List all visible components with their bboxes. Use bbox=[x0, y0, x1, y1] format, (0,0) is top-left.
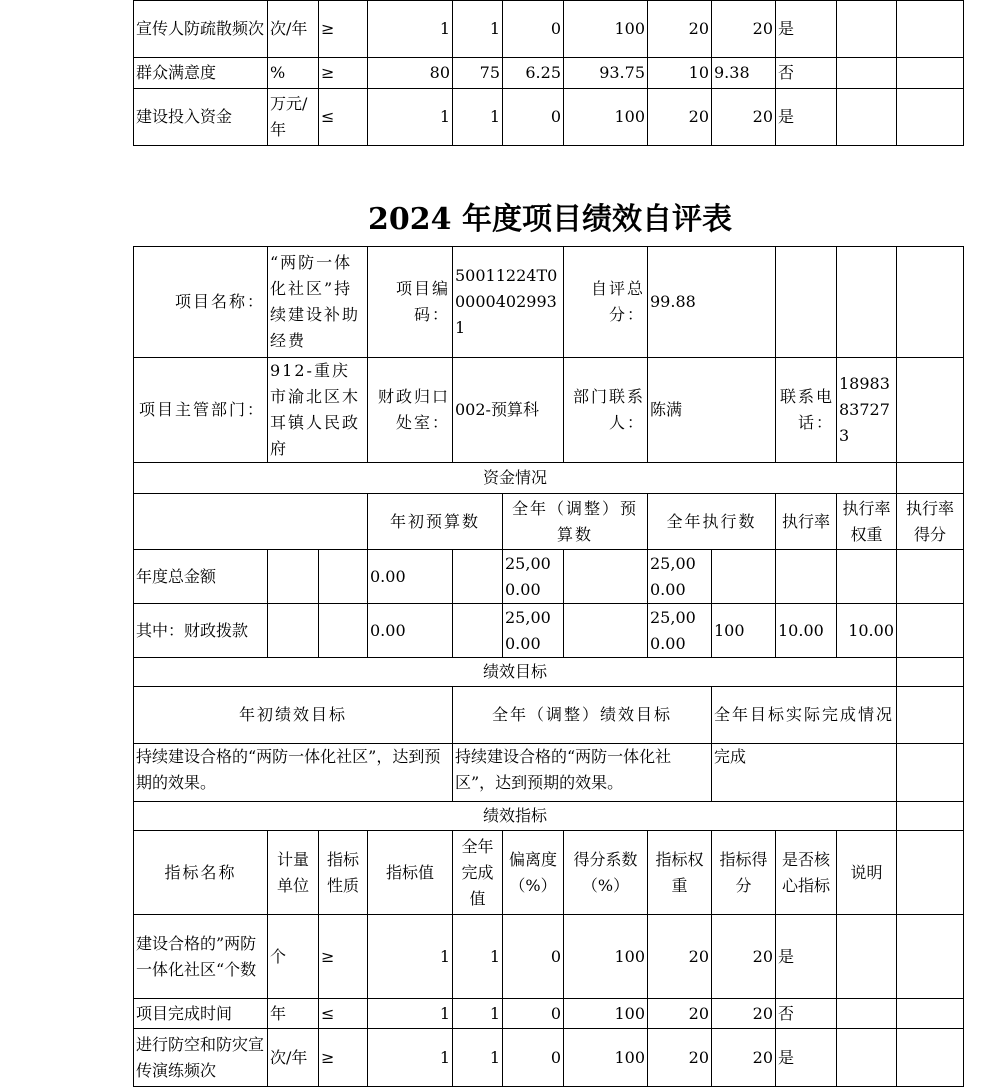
indicator-coefficient: 100 bbox=[564, 1, 648, 58]
empty-cell bbox=[897, 999, 964, 1029]
contact-label: 部门联系人： bbox=[564, 358, 648, 463]
indicator-target: 80 bbox=[368, 58, 453, 89]
indicator-actual: 1 bbox=[453, 1029, 503, 1087]
indicator-coefficient: 100 bbox=[564, 915, 648, 999]
indicator-weight: 20 bbox=[648, 1, 712, 58]
funds-header-row bbox=[134, 494, 964, 550]
indicator-score: 20 bbox=[712, 89, 776, 146]
indicator-note bbox=[837, 999, 897, 1029]
indicator-score: 20 bbox=[712, 1029, 776, 1087]
empty-cell bbox=[897, 358, 964, 463]
indicator-target: 1 bbox=[368, 1, 453, 58]
indicator-core: 否 bbox=[776, 58, 837, 89]
empty-cell bbox=[837, 247, 897, 358]
indicator-score: 20 bbox=[712, 999, 776, 1029]
dept-value: 912-重庆市渝北区木耳镇人民政府 bbox=[268, 358, 368, 463]
indicator-nature: ≤ bbox=[319, 89, 368, 146]
indicator-note bbox=[837, 1029, 897, 1087]
empty-cell bbox=[268, 550, 319, 604]
indicator-weight: 20 bbox=[648, 1029, 712, 1087]
indicator-core: 是 bbox=[776, 1029, 837, 1087]
indicators-section-title: 绩效指标 bbox=[134, 802, 897, 831]
empty-cell bbox=[319, 550, 368, 604]
empty-cell bbox=[134, 494, 368, 550]
rate-value bbox=[712, 550, 776, 604]
self-score-value: 99.88 bbox=[648, 247, 776, 358]
indicator-actual: 1 bbox=[453, 999, 503, 1029]
rate-weight-header: 执行率权重 bbox=[837, 494, 897, 550]
indicator-deviation: 0 bbox=[503, 915, 564, 999]
indicator-core: 否 bbox=[776, 999, 837, 1029]
indicator-target: 1 bbox=[368, 999, 453, 1029]
indicator-name: 进行防空和防灾宣传演练频次 bbox=[134, 1029, 268, 1087]
indicator-nature: ≤ bbox=[319, 999, 368, 1029]
funds-section-title: 资金情况 bbox=[134, 463, 897, 494]
empty-cell bbox=[453, 604, 503, 658]
coefficient-header: 得分系数（%） bbox=[564, 831, 648, 915]
finance-label: 财政归口处室： bbox=[368, 358, 453, 463]
unit-header: 计量单位 bbox=[268, 831, 319, 915]
table-row bbox=[134, 1, 964, 58]
indicator-nature: ≥ bbox=[319, 915, 368, 999]
core-header: 是否核心指标 bbox=[776, 831, 837, 915]
indicator-unit: 次/年 bbox=[268, 1, 319, 58]
indicator-unit: 次/年 bbox=[268, 1029, 319, 1087]
goals-header-row bbox=[134, 687, 964, 744]
indicator-actual: 1 bbox=[453, 1, 503, 58]
indicator-weight: 10 bbox=[648, 58, 712, 89]
rate-score-value bbox=[837, 550, 897, 604]
indicator-note bbox=[837, 1, 897, 58]
indicator-name: 建设投入资金 bbox=[134, 89, 268, 146]
initial-goal-header: 年初绩效目标 bbox=[134, 687, 453, 744]
adjusted-goal-header: 全年（调整）绩效目标 bbox=[453, 687, 712, 744]
goals-row bbox=[134, 744, 964, 802]
indicator-weight: 20 bbox=[648, 915, 712, 999]
indicator-core: 是 bbox=[776, 89, 837, 146]
goals-section-header bbox=[134, 658, 964, 687]
phone-value: 18983837273 bbox=[837, 358, 897, 463]
empty-cell bbox=[897, 831, 964, 915]
initial-budget-header: 年初预算数 bbox=[368, 494, 503, 550]
dept-info-row bbox=[134, 358, 964, 463]
self-score-label: 自评总分： bbox=[564, 247, 648, 358]
indicator-actual: 75 bbox=[453, 58, 503, 89]
actual-goal-text: 完成 bbox=[712, 744, 897, 802]
target-header: 指标值 bbox=[368, 831, 453, 915]
indicator-deviation: 0 bbox=[503, 999, 564, 1029]
rate-header: 执行率 bbox=[776, 494, 837, 550]
rate-weight-value bbox=[776, 550, 837, 604]
dept-label: 项目主管部门： bbox=[134, 358, 268, 463]
empty-cell bbox=[319, 604, 368, 658]
table-row bbox=[134, 58, 964, 89]
indicator-coefficient: 100 bbox=[564, 1029, 648, 1087]
phone-label: 联系电话： bbox=[776, 358, 837, 463]
top-indicator-table bbox=[133, 0, 964, 146]
table-row bbox=[134, 89, 964, 146]
finance-value: 002-预算科 bbox=[453, 358, 564, 463]
indicator-name: 项目完成时间 bbox=[134, 999, 268, 1029]
weight-header: 指标权重 bbox=[648, 831, 712, 915]
indicator-core: 是 bbox=[776, 915, 837, 999]
indicator-target: 1 bbox=[368, 915, 453, 999]
actual-header: 全年完成值 bbox=[453, 831, 503, 915]
project-name-label: 项目名称： bbox=[134, 247, 268, 358]
table-row bbox=[134, 999, 964, 1029]
indicator-name: 群众满意度 bbox=[134, 58, 268, 89]
indicator-name-header: 指标名称 bbox=[134, 831, 268, 915]
indicator-deviation: 0 bbox=[503, 89, 564, 146]
page-title: 2024 年度项目绩效自评表 bbox=[368, 202, 732, 237]
deviation-header: 偏离度（%） bbox=[503, 831, 564, 915]
empty-cell bbox=[897, 915, 964, 999]
indicator-nature: ≥ bbox=[319, 1, 368, 58]
empty-cell bbox=[897, 463, 964, 494]
indicator-score: 20 bbox=[712, 1, 776, 58]
rate-weight-value: 10.00 bbox=[776, 604, 837, 658]
funds-row bbox=[134, 604, 964, 658]
project-code-value: 50011224T000004029931 bbox=[453, 247, 564, 358]
project-info-row bbox=[134, 247, 964, 358]
empty-cell bbox=[453, 550, 503, 604]
indicator-score: 9.38 bbox=[712, 58, 776, 89]
executed-value: 25,000.00 bbox=[648, 604, 712, 658]
funds-row-label: 年度总金额 bbox=[134, 550, 268, 604]
indicators-section-header bbox=[134, 802, 964, 831]
indicator-name: 宣传人防疏散频次 bbox=[134, 1, 268, 58]
score-header: 指标得分 bbox=[712, 831, 776, 915]
indicator-actual: 1 bbox=[453, 89, 503, 146]
empty-cell bbox=[897, 1, 964, 58]
actual-goal-header: 全年目标实际完成情况 bbox=[712, 687, 897, 744]
contact-value: 陈满 bbox=[648, 358, 776, 463]
funds-row-label: 其中：财政拨款 bbox=[134, 604, 268, 658]
initial-budget-value: 0.00 bbox=[368, 550, 453, 604]
indicator-unit: 个 bbox=[268, 915, 319, 999]
indicator-coefficient: 100 bbox=[564, 999, 648, 1029]
indicator-nature: ≥ bbox=[319, 58, 368, 89]
indicator-weight: 20 bbox=[648, 999, 712, 1029]
empty-cell bbox=[897, 687, 964, 744]
empty-cell bbox=[897, 58, 964, 89]
adjusted-budget-value: 25,000.00 bbox=[503, 604, 564, 658]
indicator-score: 20 bbox=[712, 915, 776, 999]
indicator-unit: 年 bbox=[268, 999, 319, 1029]
indicator-core: 是 bbox=[776, 1, 837, 58]
indicator-note bbox=[837, 915, 897, 999]
note-header: 说明 bbox=[837, 831, 897, 915]
empty-cell bbox=[897, 550, 964, 604]
empty-cell bbox=[897, 802, 964, 831]
funds-section-header bbox=[134, 463, 964, 494]
adjusted-goal-text: 持续建设合格的“两防一体化社区”，达到预期的效果。 bbox=[453, 744, 712, 802]
adjusted-budget-value: 25,000.00 bbox=[503, 550, 564, 604]
indicator-coefficient: 100 bbox=[564, 89, 648, 146]
empty-cell bbox=[564, 604, 648, 658]
indicator-unit: % bbox=[268, 58, 319, 89]
indicator-note bbox=[837, 89, 897, 146]
indicator-target: 1 bbox=[368, 1029, 453, 1087]
goals-section-title: 绩效目标 bbox=[134, 658, 897, 687]
empty-cell bbox=[897, 247, 964, 358]
indicator-actual: 1 bbox=[453, 915, 503, 999]
indicator-note bbox=[837, 58, 897, 89]
funds-row bbox=[134, 550, 964, 604]
indicators-header-row bbox=[134, 831, 964, 915]
empty-cell bbox=[564, 550, 648, 604]
indicator-target: 1 bbox=[368, 89, 453, 146]
empty-cell bbox=[897, 744, 964, 802]
indicator-deviation: 6.25 bbox=[503, 58, 564, 89]
executed-value: 25,000.00 bbox=[648, 550, 712, 604]
indicator-deviation: 0 bbox=[503, 1, 564, 58]
indicator-unit: 万元/年 bbox=[268, 89, 319, 146]
indicator-weight: 20 bbox=[648, 89, 712, 146]
table-row bbox=[134, 915, 964, 999]
indicator-name: 建设合格的”两防一体化社区“个数 bbox=[134, 915, 268, 999]
rate-score-header: 执行率得分 bbox=[897, 494, 964, 550]
empty-cell bbox=[897, 604, 964, 658]
adjusted-budget-header: 全年（调整）预算数 bbox=[503, 494, 648, 550]
rate-score-value: 10.00 bbox=[837, 604, 897, 658]
project-name-value: “两防一体化社区”持续建设补助经费 bbox=[268, 247, 368, 358]
nature-header: 指标性质 bbox=[319, 831, 368, 915]
project-code-label: 项目编码： bbox=[368, 247, 453, 358]
self-evaluation-table bbox=[133, 246, 964, 1087]
rate-value: 100 bbox=[712, 604, 776, 658]
empty-cell bbox=[897, 658, 964, 687]
executed-header: 全年执行数 bbox=[648, 494, 776, 550]
indicator-deviation: 0 bbox=[503, 1029, 564, 1087]
initial-budget-value: 0.00 bbox=[368, 604, 453, 658]
indicator-nature: ≥ bbox=[319, 1029, 368, 1087]
empty-cell bbox=[897, 1029, 964, 1087]
indicator-coefficient: 93.75 bbox=[564, 58, 648, 89]
empty-cell bbox=[897, 89, 964, 146]
empty-cell bbox=[776, 247, 837, 358]
initial-goal-text: 持续建设合格的“两防一体化社区”，达到预期的效果。 bbox=[134, 744, 453, 802]
empty-cell bbox=[268, 604, 319, 658]
table-row bbox=[134, 1029, 964, 1087]
